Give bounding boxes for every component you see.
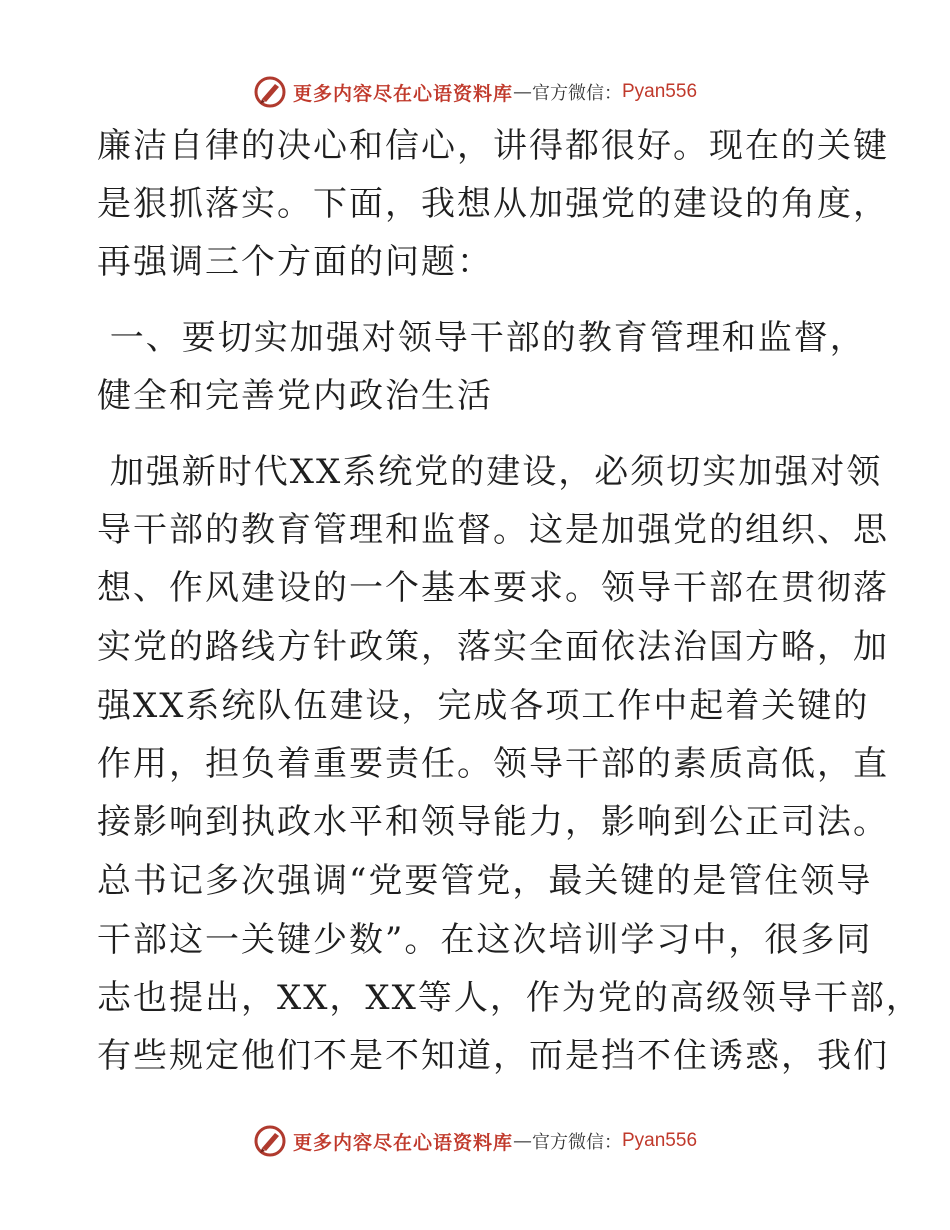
banner-brand: 更多内容尽在心语资料库 [292, 82, 513, 105]
body-line: 廉洁自律的决心和信心，讲得都很好。现在的关键 [97, 126, 889, 166]
banner-wechat-label: 官方微信： [532, 83, 622, 104]
pen-logo-icon [253, 75, 287, 109]
body-line: 是狠抓落实。下面，我想从加强党的建设的角度， [97, 184, 889, 224]
header-banner [0, 72, 950, 112]
body-line: 有些规定他们不是不知道，而是挡不住诱惑，我们 [97, 1036, 889, 1076]
section-heading: 一、要切实加强对领导干部的教育管理和监督， [97, 318, 866, 358]
body-line: 强XX系统队伍建设，完成各项工作中起着关键的 [97, 686, 870, 726]
banner-account: Pyan556 [622, 81, 698, 102]
body-line: 实党的路线方针政策，落实全面依法治国方略，加 [97, 627, 889, 667]
body-line: 志也提出，XX，XX等人，作为党的高级领导干部， [97, 978, 922, 1018]
banner-wechat-label: 官方微信： [532, 1132, 622, 1153]
pen-logo-icon [253, 1124, 287, 1158]
banner-dash: — [513, 81, 532, 103]
body-line: 加强新时代XX系统党的建设，必须切实加强对领 [97, 452, 883, 492]
body-line: 导干部的教育管理和监督。这是加强党的组织、思 [97, 510, 889, 550]
body-line: 想、作风建设的一个基本要求。领导干部在贯彻落 [97, 568, 889, 608]
footer-banner [0, 1121, 950, 1161]
body-line: 总书记多次强调“党要管党，最关键的是管住领导 [97, 861, 873, 901]
banner-account: Pyan556 [622, 1130, 698, 1151]
body-line: 作用，担负着重要责任。领导干部的素质高低，直 [97, 744, 889, 784]
body-line: 再强调三个方面的问题： [97, 242, 493, 282]
banner-dash: — [513, 1130, 532, 1152]
body-line: 接影响到执政水平和领导能力，影响到公正司法。 [97, 802, 889, 842]
banner-brand: 更多内容尽在心语资料库 [292, 1131, 513, 1154]
body-line: 干部这一关键少数”。在这次培训学习中，很多同 [97, 920, 873, 960]
section-heading: 健全和完善党内政治生活 [97, 376, 493, 416]
